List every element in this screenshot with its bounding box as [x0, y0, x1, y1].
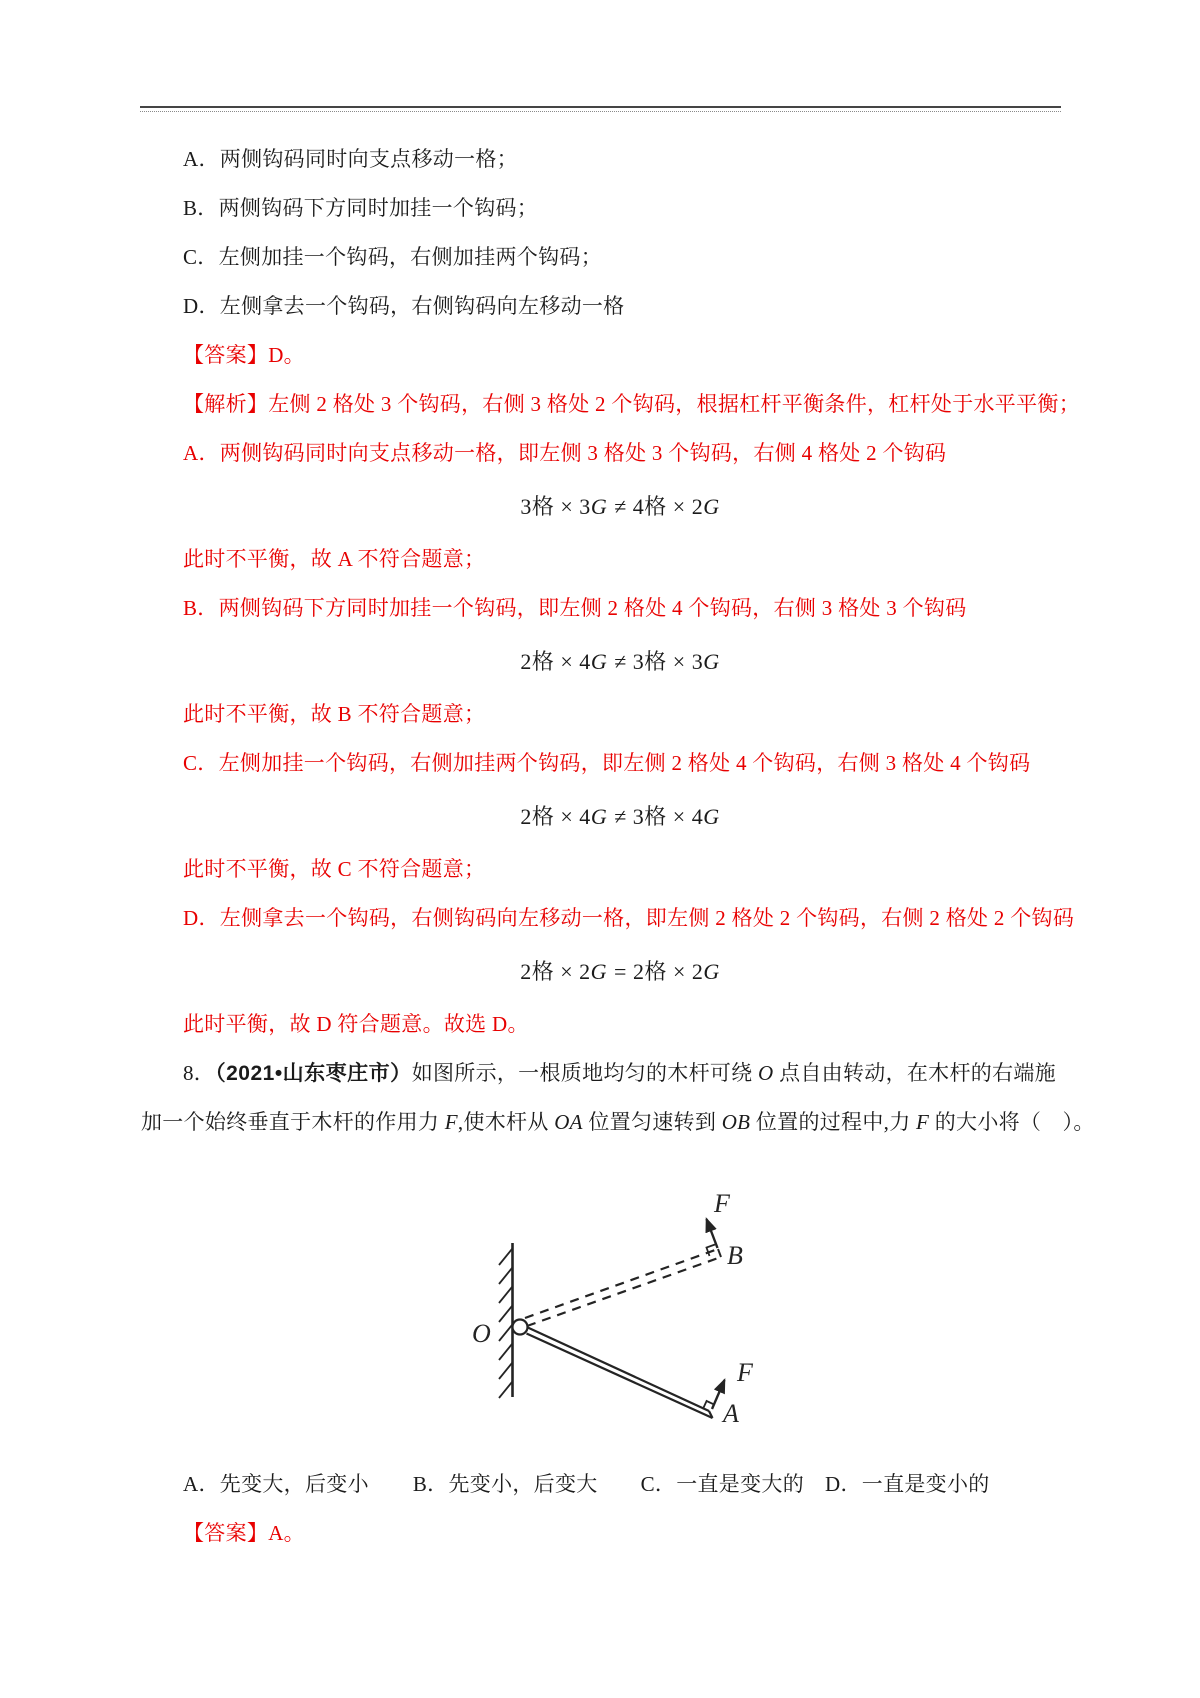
- prev-option-d: D．左侧拿去一个钩码，右侧钩码向左移动一格: [183, 294, 625, 318]
- wall-hatching: [499, 1249, 512, 1398]
- rod-position-ob: [525, 1249, 721, 1326]
- force-label-a: F: [737, 1358, 754, 1387]
- prev-option-b: B．两侧钩码下方同时加挂一个钩码；: [183, 196, 539, 220]
- answer-label: 【答案】: [183, 343, 269, 367]
- lever-diagram-svg: [470, 1184, 780, 1434]
- analysis-step-a-conclusion: 此时不平衡，故 A 不符合题意；: [183, 547, 486, 571]
- analysis-label: 【解析】: [183, 392, 269, 416]
- header-rule: [140, 106, 1061, 112]
- force-arrow-b: [707, 1219, 718, 1248]
- question8-options: [141, 1460, 1060, 1509]
- analysis-step-a-option: A．两侧钩码同时向支点移动一格，即左侧 3 格处 3 个钩码，右侧 4 格处 2 个钩码: [183, 441, 947, 465]
- rod-position-oa: [525, 1326, 713, 1418]
- analysis-step-d-conclusion: 此时平衡，故 D 符合题意。故选 D。: [183, 1012, 529, 1036]
- formula-d: 2格 × 2G = 2格 × 2G: [520, 959, 720, 984]
- analysis-step-c-conclusion: 此时不平衡，故 C 不符合题意；: [183, 857, 486, 881]
- formula-b: 2格 × 4G ≠ 3格 × 3G: [520, 649, 720, 674]
- analysis-step-c-option: C．左侧加挂一个钩码，右侧加挂两个钩码，即左侧 2 格处 4 个钩码，右侧 3 格处 4 个钩码: [183, 751, 1031, 775]
- question8-line1: 8．（2021•山东枣庄市）如图所示，一根质地均匀的木杆可绕 O 点自由转动，在木杆的右端施: [183, 1061, 1056, 1085]
- answer-line-q8: [141, 1509, 1060, 1558]
- prev-option-c: C．左侧加挂一个钩码，右侧加挂两个钩码；: [183, 245, 603, 269]
- pivot-label: O: [472, 1319, 492, 1348]
- formula-a: 3格 × 3G ≠ 4格 × 2G: [520, 494, 720, 519]
- q8-option-d: D．一直是变小的: [825, 1472, 990, 1496]
- analysis-intro: [141, 380, 1080, 429]
- answer-value: A。: [268, 1521, 305, 1545]
- prev-option-a: A．两侧钩码同时向支点移动一格；: [183, 147, 518, 171]
- analysis-step-d-option: D．左侧拿去一个钩码，右侧钩码向左移动一格，即左侧 2 格处 2 个钩码，右侧 2 格处 2 个钩码: [183, 906, 1075, 930]
- position-label-b: B: [727, 1241, 744, 1270]
- page-content: [141, 135, 1095, 1558]
- analysis-step-b-conclusion: 此时不平衡，故 B 不符合题意；: [183, 702, 486, 726]
- position-label-a: A: [723, 1399, 740, 1428]
- q8-option-a: A．先变大，后变小: [183, 1472, 369, 1496]
- q8-option-b: B．先变小，后变大: [412, 1472, 598, 1496]
- formula-c: 2格 × 4G ≠ 3格 × 4G: [520, 804, 720, 829]
- pivot-circle: [513, 1320, 528, 1335]
- analysis-intro-text: 左侧 2 格处 3 个钩码，右侧 3 格处 2 个钩码，根据杠杆平衡条件，杠杆处于水平平衡；: [268, 392, 1080, 416]
- answer-line-q7: [141, 331, 1060, 380]
- lever-figure: [141, 1147, 1060, 1460]
- question8-line2: 加一个始终垂直于木杆的作用力 F,使木杆从 OA 位置匀速转到 OB 位置的过程中,力 F 的大小将（ ）。: [141, 1110, 1095, 1134]
- answer-value: D。: [268, 343, 305, 367]
- analysis-step-b-option: B．两侧钩码下方同时加挂一个钩码，即左侧 2 格处 4 个钩码，右侧 3 格处 3 个钩码: [183, 596, 967, 620]
- force-label-b: F: [714, 1189, 731, 1218]
- answer-label: 【答案】: [183, 1521, 269, 1545]
- q8-option-c: C．一直是变大的: [640, 1472, 804, 1496]
- rod-ob-endcap: [718, 1249, 721, 1257]
